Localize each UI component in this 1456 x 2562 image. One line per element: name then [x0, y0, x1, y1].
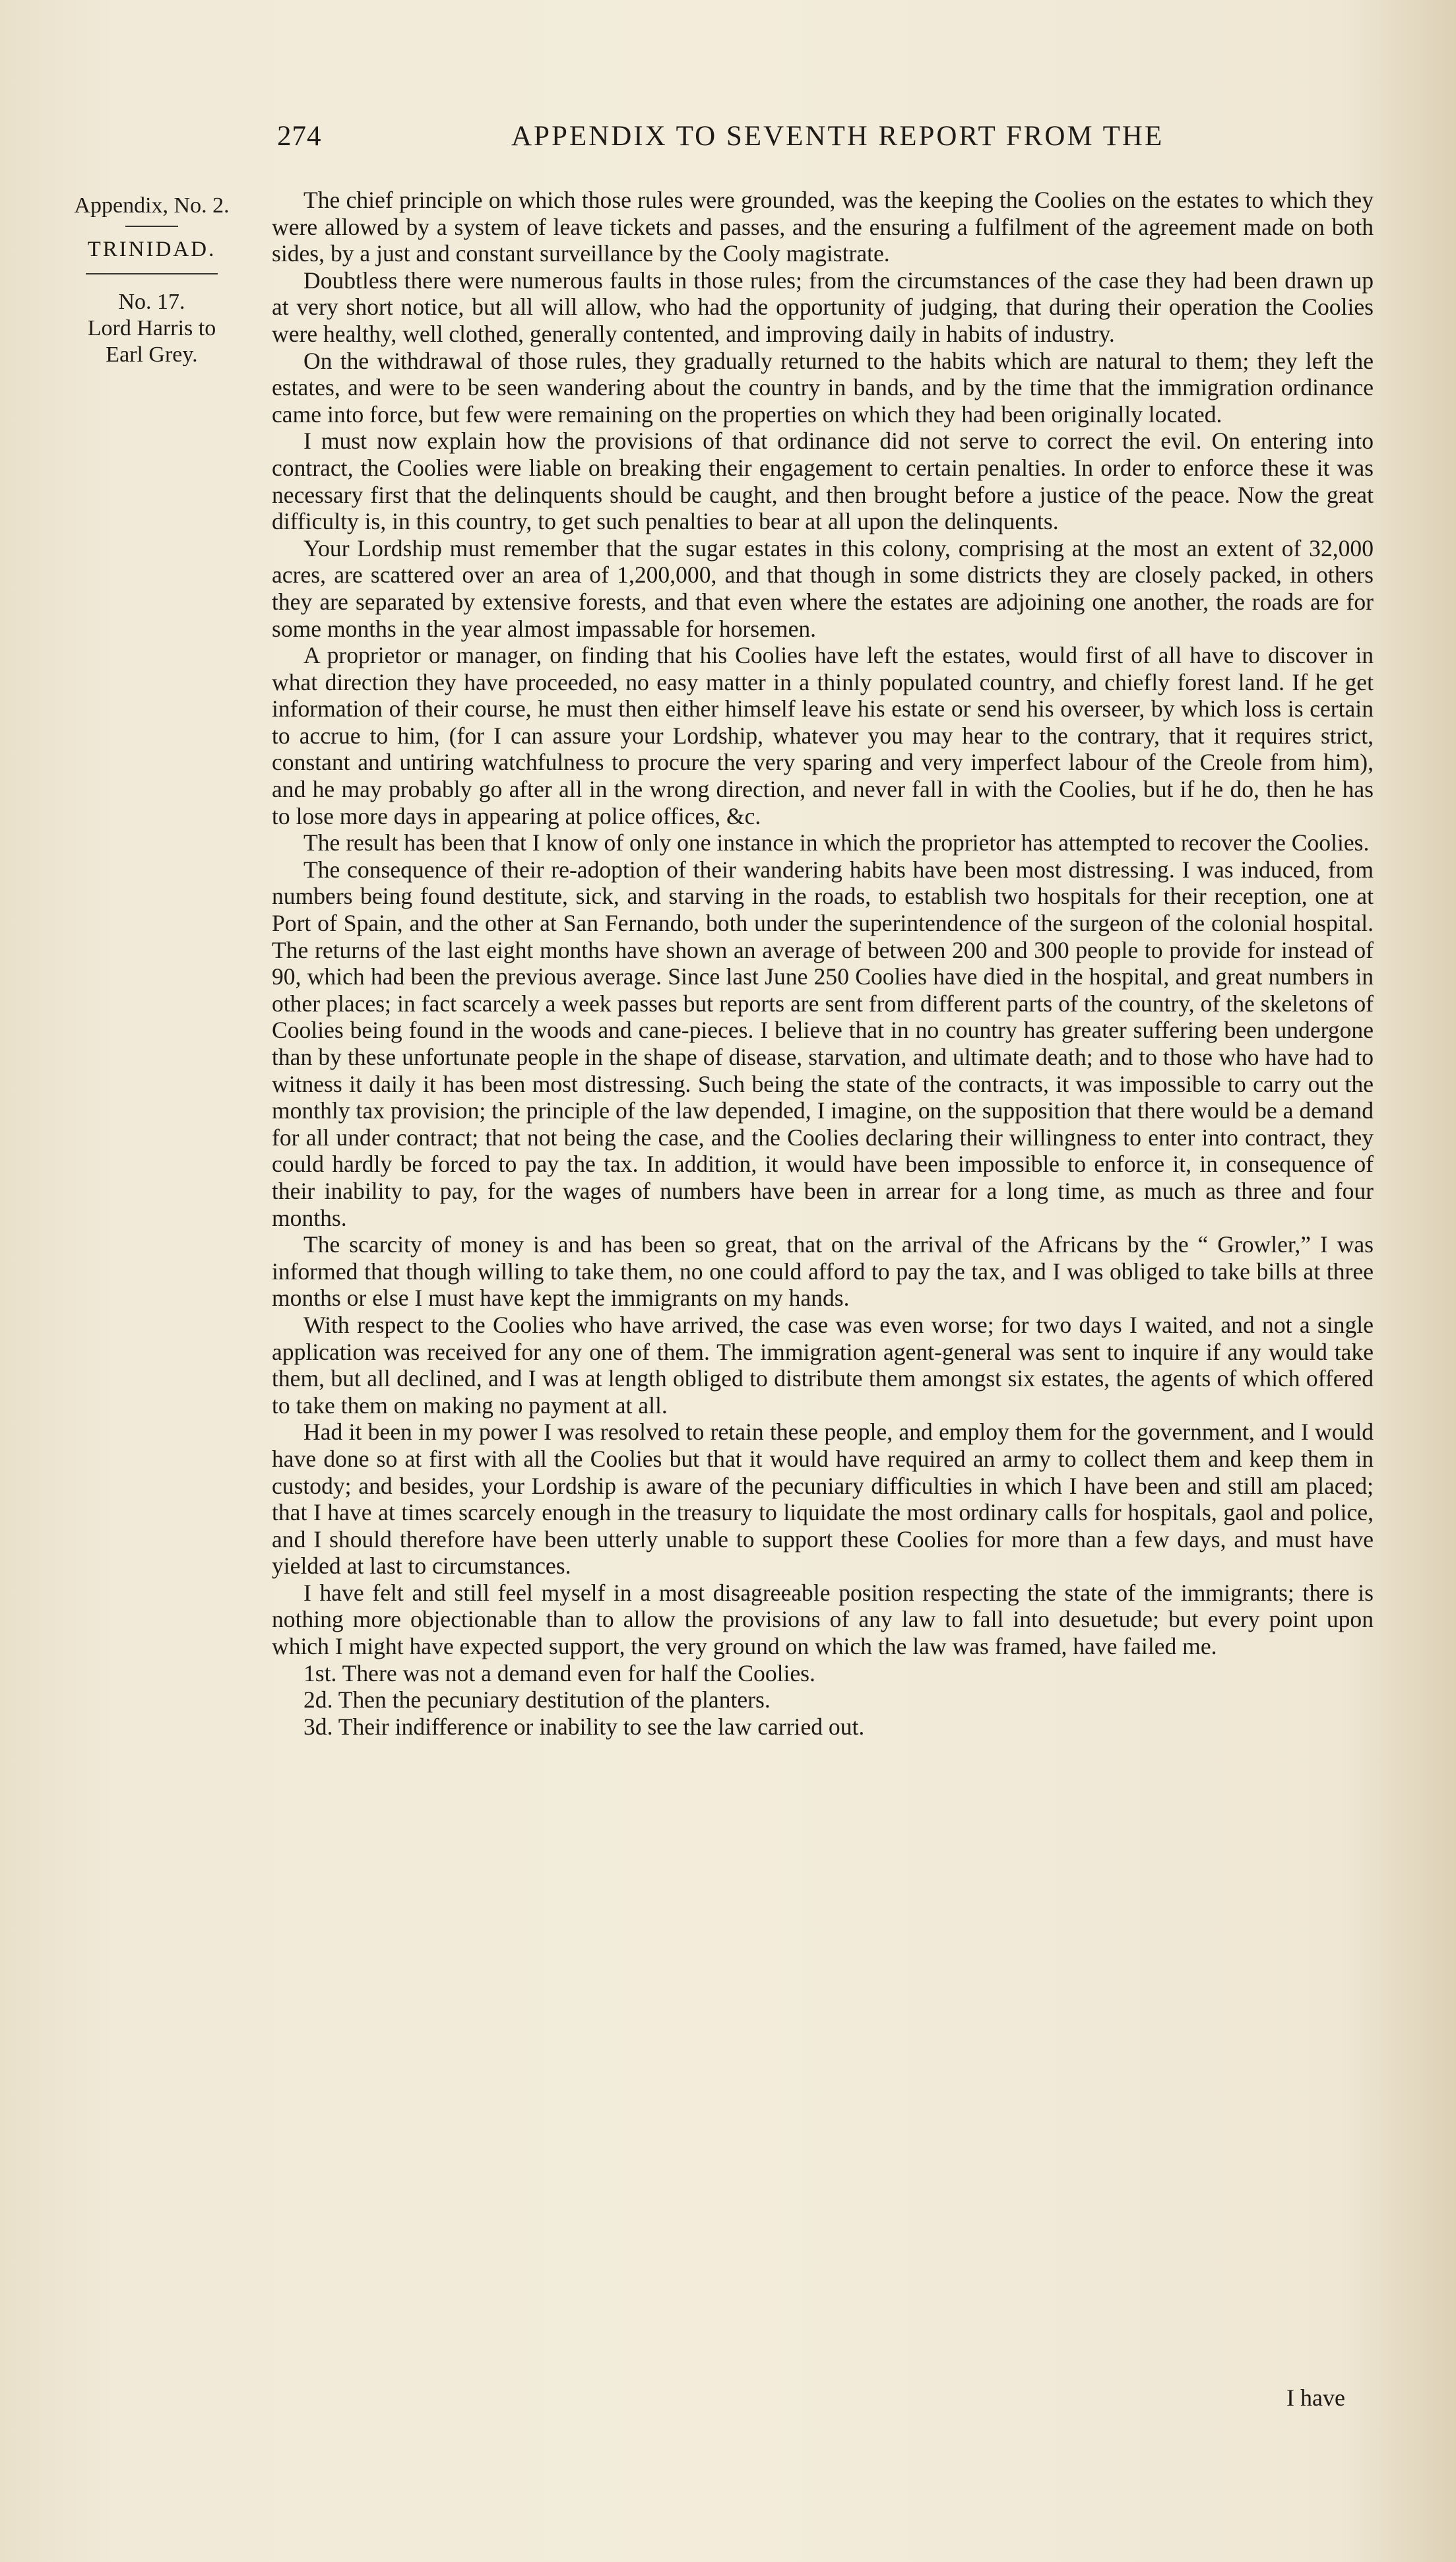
list-item: 1st. There was not a demand even for half the Coolies.: [303, 1659, 815, 1686]
margin-sidenote: [53, 193, 251, 368]
paragraph: On the withdrawal of those rules, they gradually returned to the habits which are natural to them; they left the estates, and were to be seen wandering about the country in bands, and by the time that the immigration ordinance came into force, but few were remaining on the properties on which they had been originally located.: [272, 347, 1374, 428]
catchword: I have: [1286, 2385, 1345, 2411]
paragraph: The scarcity of money is and has been so great, that on the arrival of the Africans by the “ Growler,” I was informed that though willing to take them, no one could afford to pay the tax, and I was obliged to take bills at three months or else I must have kept the immigrants on my hands.: [272, 1231, 1374, 1312]
list-item: 2d. Then the pecuniary destitution of the planters.: [303, 1686, 771, 1713]
paragraph: Your Lordship must remember that the sugar estates in this colony, comprising at the most an extent of 32,000 acres, are scattered over an area of 1,200,000, and that though in some districts they are closely packed, in others they are separated by extensive forests, and that even where the estates are adjoining one another, the roads are for some months in the year almost impassable for horsemen.: [272, 534, 1374, 642]
body-text: [272, 187, 1374, 1740]
paragraph: Doubtless there were numerous faults in those rules; from the circumstances of the case they had been drawn up at very short notice, but all will allow, who had the opportunity of judging, that during their operation the Coolies were healthy, well clothed, generally contented, and improving daily in habits of industry.: [272, 267, 1374, 347]
document-number: No. 17.: [118, 290, 185, 314]
paragraph: Had it been in my power I was resolved to retain these people, and employ them for the government, and I would have done so at first with all the Coolies but that it would have required an army to collect them and keep them in custody; and besides, your Lordship is aware of the pecuniary difficulties in which I have been and still am placed; that I have at times scarcely enough in the treasury to liquidate the most ordinary calls for hospitals, gaol and police, and I should therefore have been utterly unable to support these Coolies for more than a few days, and must have yielded at last to circumstances.: [272, 1419, 1374, 1580]
paragraph: The consequence of their re-adoption of their wandering habits have been most distressing. I was induced, from numbers being found destitute, sick, and starving in the roads, to establish two hospitals for their reception, one at Port of Spain, and the other at San Fernando, both under the superintendence of the surgeon of the colonial hospital. The returns of the last eight months have shown an average of between 200 and 300 people to provide for instead of 90, which had been the previous average. Since last June 250 Coolies have died in the hospital, and great numbers in other places; in fact scarcely a week passes but reports are sent from different parts of the country, of the skeletons of Coolies being found in the woods and cane-pieces. I believe that in no country has greater suffering been undergone than by these unfortunate people in the shape of disease, starvation, and ultimate death; and to those who have had to witness it daily it has been most distressing. Such being the state of the contracts, it was impossible to carry out the monthly tax provision; the principle of the law depended, I imagine, on the supposition that there would be a demand for all under contract; that not being the case, and the Coolies declaring their willingness to enter into contract, they could hardly be forced to pay the tax. In addition, it would have been impossible to enforce it, in consequence of their inability to pay, for the wages of numbers have been in arrear for a long time, as much as three and four months.: [272, 856, 1374, 1231]
appendix-label: Appendix, No. 2.: [74, 193, 230, 218]
page-number: 274: [277, 121, 322, 152]
correspondence-recipient: Earl Grey.: [106, 342, 198, 367]
paragraph: With respect to the Coolies who have arrived, the case was even worse; for two days I waited, and not a single application was received for any one of them. The immigration agent-general was sent to inquire if any would take them, but all declined, and I was at length obliged to distribute them amongst six estates, the agents of which offered to take them on making no payment at all.: [272, 1311, 1374, 1419]
correspondence-from-to: Lord Harris to: [87, 316, 216, 340]
page-title: APPENDIX TO SEVENTH REPORT FROM THE: [511, 121, 1164, 152]
paragraph: I must now explain how the provisions of that ordinance did not serve to correct the evil. On entering into contract, the Coolies were liable on breaking their engagement to certain penalties. In order to enforce these it was necessary first that the delinquents should be caught, and then brought before a justice of the peace. Now the great difficulty is, in this country, to get such penalties to bear at all upon the delinquents.: [272, 428, 1374, 535]
short-rule: [125, 226, 178, 227]
paragraph: I have felt and still feel myself in a most disagreeable position respecting the state of the immigrants; there is nothing more objectionable than to allow the provisions of any law to fall into desuetude; but every point upon which I might have expected support, the very ground on which the law was framed, have failed me.: [272, 1579, 1374, 1660]
region-label: TRINIDAD.: [87, 238, 216, 261]
running-head: [277, 120, 1267, 166]
paragraph: The chief principle on which those rules were grounded, was the keeping the Coolies on the estates to which they were allowed by a system of leave tickets and passes, and the ensuring a fulfilment of the agreement made on both sides, by a just and constant surveillance by the Cooly magistrate.: [272, 187, 1374, 267]
paragraph: A proprietor or manager, on finding that his Coolies have left the estates, would first of all have to discover in what direction they have proceeded, no easy matter in a thinly populated country, and chiefly forest land. If he get information of their course, he must then either himself leave his estate or send his overseer, by which loss is certain to accrue to him, (for I can assure your Lordship, whatever you may hear to the contrary, that it requires strict, constant and untiring watchfulness to procure the very sparing and very imperfect labour of the Creole from him), and he may probably go after all in the wrong direction, and never fall in with the Coolies, but if he do, then he has to lose more days in appearing at police offices, &c.: [272, 642, 1374, 829]
long-rule: [86, 273, 218, 274]
list-item: 3d. Their indifference or inability to see the law carried out.: [303, 1713, 865, 1740]
paragraph: The result has been that I know of only one instance in which the proprietor has attempted to recover the Coolies.: [303, 829, 1370, 856]
